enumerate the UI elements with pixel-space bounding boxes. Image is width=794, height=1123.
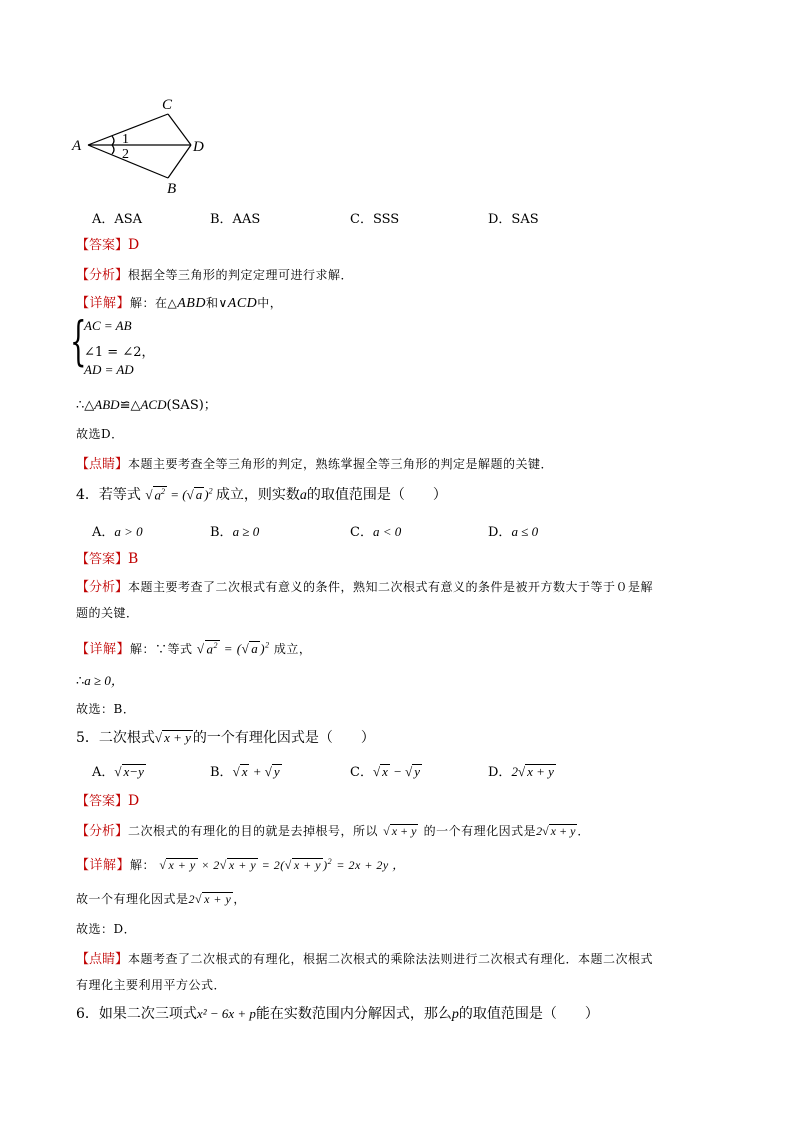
q5-analysis-pre: 二次根式的有理化的目的就是去掉根号，所以 [128, 824, 379, 838]
q5-option-b[interactable] [210, 761, 282, 780]
q4-stem-var: a [299, 488, 307, 503]
q5-option-d-expr: 2√ x + y [511, 764, 554, 779]
q3-option-d[interactable]: D．SAS [488, 212, 539, 227]
q3-detail-pre: 解：在△ [130, 296, 178, 310]
q3-concl-pre: ∴△ [76, 398, 95, 413]
q3-detail-line [76, 292, 282, 312]
q4-stem-post: 的取值范围是（ ） [306, 487, 447, 503]
detail-tag: 【详解】 [76, 858, 131, 873]
q5-detail-result: = 2x + 2y ， [336, 858, 405, 872]
q5-stem-radical: √ x + y [154, 730, 191, 745]
q5-option-a[interactable] [92, 761, 146, 780]
answer-tag: 【答案】 [76, 794, 129, 809]
comment-tag: 【点睛】 [76, 952, 129, 967]
q5-option-a-expr: √ x−y [114, 764, 144, 779]
vertex-b: B [167, 181, 177, 197]
q5-comment-2: 有理化主要利用平方公式． [76, 978, 227, 992]
analysis-tag: 【分析】 [76, 824, 129, 839]
vertex-c: C [162, 97, 173, 113]
angle-2-label: 2 [122, 147, 129, 162]
q4-analysis-line [76, 576, 653, 595]
q4-option-b-letter: B． [210, 525, 233, 540]
q4-option-a-expr: a > 0 [114, 524, 143, 539]
q5-analysis-factor: 2√ x + y [536, 824, 576, 838]
q3-option-a[interactable]: A．ASA [92, 212, 143, 227]
q5-line2 [76, 890, 246, 907]
analysis-tag: 【分析】 [76, 580, 129, 595]
q4-concl-expr: a ≥ 0， [84, 673, 124, 688]
q4-option-b[interactable] [210, 521, 259, 540]
q6-stem [76, 1003, 599, 1023]
q4-option-d[interactable] [488, 521, 538, 540]
vertex-a: A [72, 138, 82, 154]
q5-option-d-letter: D． [488, 765, 512, 780]
q5-option-b-letter: B． [210, 765, 233, 780]
q3-concl-abd: ABD [94, 397, 120, 412]
q3-answer: D [128, 237, 140, 253]
q5-detail-pre: 解： [130, 858, 156, 872]
q3-answer-line [76, 234, 139, 253]
q5-option-c[interactable] [350, 761, 422, 780]
q4-detail-equation: √ $a^2$ = (√ a )$^2$ [196, 640, 270, 656]
q5-stem-post: 的一个有理化因式是（ ） [192, 730, 375, 746]
q3-option-c[interactable]: C．SSS [350, 212, 400, 227]
q5-option-a-letter: A． [92, 765, 115, 780]
q5-option-d[interactable] [488, 761, 556, 780]
q4-answer: B [128, 551, 139, 567]
q5-analysis-line [76, 820, 590, 839]
q3-detail-abd: ABD [177, 296, 206, 311]
q5-line2-pre: 故一个有理化因式是 [76, 892, 189, 906]
system-line-2-expr: ∠1 = ∠2 [84, 345, 142, 360]
q3-concl-mid: ≌△ [119, 398, 141, 413]
q4-concl: ∴ [76, 674, 85, 689]
detail-tag: 【详解】 [76, 296, 131, 311]
q4-answer-line [76, 548, 138, 567]
q3-analysis-line [76, 264, 353, 283]
detail-tag: 【详解】 [76, 642, 131, 657]
q3-detail-acd: ACD [227, 296, 258, 311]
q3-choose: 故选D． [76, 427, 124, 441]
q5-answer: D [128, 793, 140, 809]
q4-analysis-1: 本题主要考查了二次根式有意义的条件，熟知二次根式有意义的条件是被开方数大于等于０是解 [128, 580, 654, 594]
q3-comment: 本题主要考查全等三角形的判定，熟练掌握全等三角形的判定是解题的关键． [128, 457, 554, 471]
comment-tag: 【点睛】 [76, 457, 129, 472]
answer-tag: 【答案】 [76, 238, 129, 253]
angle-1-label: 1 [122, 132, 129, 147]
q4-choose: 故选：B． [76, 702, 136, 716]
q5-comment-1: 本题考查了二次根式的有理化，根据二次根式的乘除法法则进行二次根式有理化．本题二次根式 [128, 952, 654, 966]
analysis-tag: 【分析】 [76, 268, 129, 283]
q4-option-d-expr: a ≤ 0 [511, 524, 539, 539]
q4-option-c-expr: a < 0 [372, 524, 402, 539]
q6-stem-expr: x² − 6x + p [196, 1006, 256, 1021]
q5-analysis-mid: 的一个有理化因式是 [423, 824, 537, 838]
q5-line2-factor: 2√ x + y [188, 892, 232, 906]
system-line-1: AC = AB [84, 318, 132, 333]
figure-lines [88, 114, 191, 178]
q3-conclusion [76, 394, 217, 413]
system-line-3: AD = AD [84, 362, 134, 377]
q4-option-d-letter: D． [488, 525, 512, 540]
q3-comment-line [76, 453, 553, 472]
triangle-figure [60, 90, 220, 200]
q6-stem-pre: 6．如果二次三项式 [76, 1006, 197, 1022]
q4-stem-mid: 成立，则实数 [215, 487, 300, 503]
q3-detail-mid: 和∨ [205, 296, 228, 310]
q4-stem-pre: 4．若等式 [76, 487, 141, 503]
q4-option-c[interactable] [350, 521, 401, 540]
q5-stem [76, 727, 375, 747]
q5-option-c-expr: √ x − √ y [372, 764, 421, 779]
q4-conclusion [76, 670, 124, 689]
q3-concl-post: (SAS)； [166, 398, 217, 413]
q3-detail-post: 中， [257, 296, 283, 310]
q4-detail-line [76, 638, 311, 657]
q6-stem-mid: 能在实数范围内分解因式，那么 [255, 1006, 452, 1022]
system-line-2-tail: ， [141, 345, 155, 360]
q5-line2-post: ， [233, 892, 246, 906]
q5-analysis-radical: √ x + y [383, 824, 417, 838]
q5-detail-equation: √ x + y × 2√ x + y = 2(√ x + y )$^2$ [159, 857, 333, 872]
q5-comment-line [76, 948, 653, 967]
q4-equation: √ $a^2$ = (√ a )$^2$ [145, 486, 213, 502]
q4-detail-post: 成立， [273, 642, 312, 656]
q3-analysis: 根据全等三角形的判定定理可进行求解． [128, 268, 354, 282]
q4-option-a[interactable] [92, 521, 143, 540]
q4-option-b-expr: a ≥ 0 [232, 524, 260, 539]
system-line-2 [84, 341, 155, 360]
vertex-d: D [193, 139, 204, 155]
q5-stem-pre: 5．二次根式 [76, 730, 155, 746]
q5-choose: 故选：D． [76, 922, 137, 936]
q4-stem [76, 484, 447, 504]
q5-option-b-expr: √ x + √ y [232, 764, 280, 779]
q6-stem-post: 的取值范围是（ ） [458, 1006, 599, 1022]
q5-answer-line [76, 790, 139, 809]
q3-concl-acd: ACD [140, 397, 167, 412]
q3-option-b[interactable]: B．AAS [210, 212, 261, 227]
q4-analysis-2: 题的关键． [76, 606, 139, 620]
q6-stem-var: p [451, 1007, 459, 1022]
q5-analysis-post: ． [577, 824, 590, 838]
system-brace: { [70, 312, 87, 372]
q4-option-c-letter: C． [350, 525, 373, 540]
answer-tag: 【答案】 [76, 552, 129, 567]
q4-option-a-letter: A． [92, 525, 115, 540]
q4-detail-pre: 解：∵等式 [130, 642, 193, 656]
q5-detail-line [76, 854, 405, 873]
q5-option-c-letter: C． [350, 765, 373, 780]
